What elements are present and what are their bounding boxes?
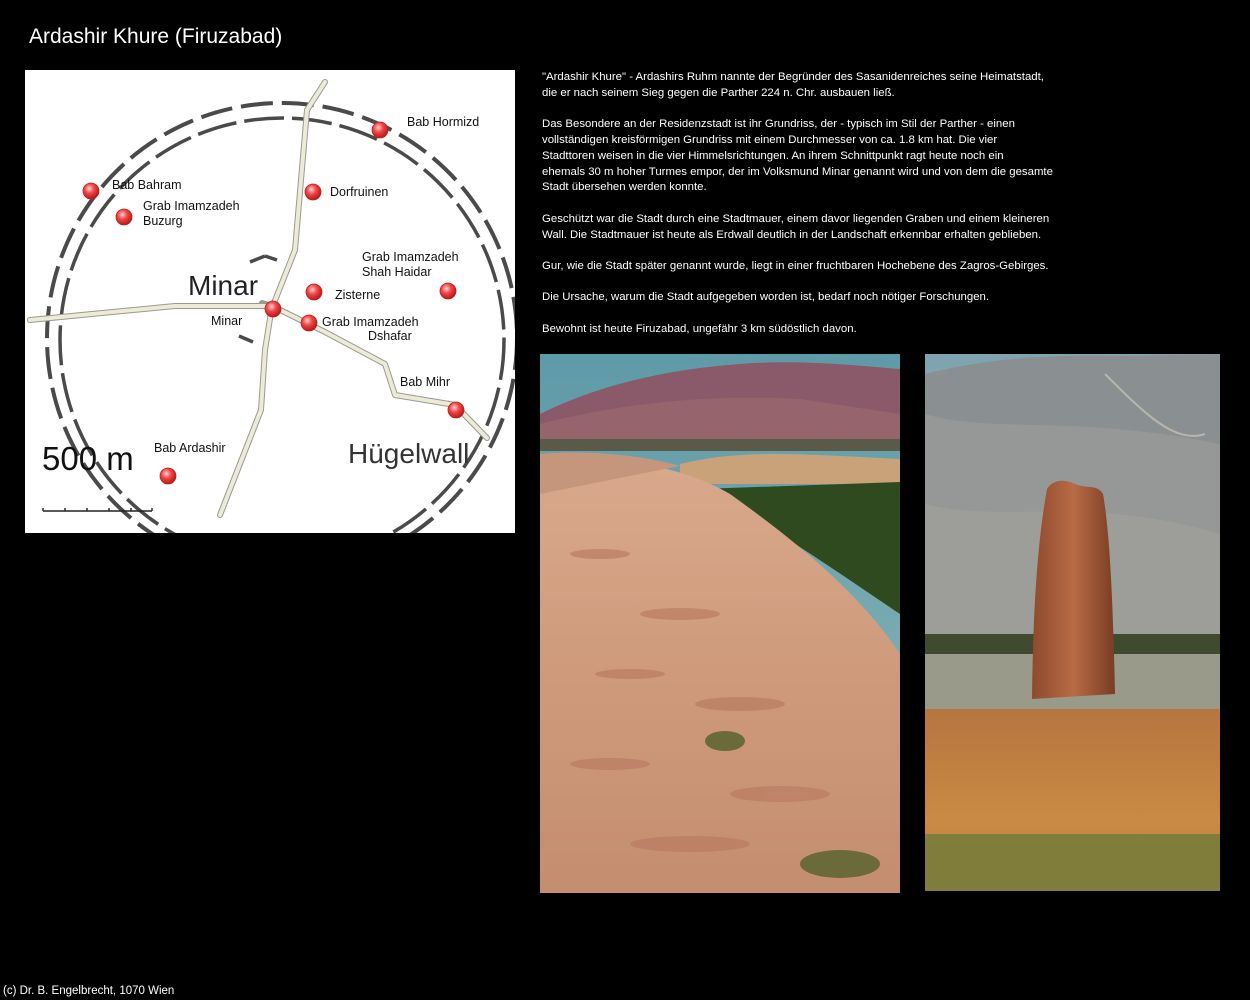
paragraph-5: Die Ursache, warum die Stadt aufgegeben worden ist, bedarf noch nötiger Forschungen.: [542, 291, 990, 304]
marker-bab-ardashir: [160, 468, 176, 484]
label-grab-shah-line1: Grab Imamzadeh: [362, 250, 459, 264]
marker-zisterne: [306, 284, 322, 300]
photo-minar-tower: [925, 354, 1220, 891]
label-grab-dshafar-line1: Grab Imamzadeh: [322, 315, 419, 329]
marker-bab-hormizd: [372, 122, 388, 138]
label-zisterne: Zisterne: [335, 288, 381, 302]
paragraph-4: Gur, wie die Stadt später genannt wurde, liegt in einer fruchtbaren Hochebene des Zagros-Gebirges.: [542, 259, 1049, 272]
marker-grab-buzurg: [116, 209, 132, 225]
label-dorfruinen: Dorfruinen: [330, 185, 389, 199]
photo-earth-wall: [540, 354, 900, 893]
page-title: Ardashir Khure (Firuzabad): [29, 25, 283, 48]
marker-minar: [265, 301, 281, 317]
label-grab-shah-line2: Shah Haidar: [362, 265, 432, 279]
paragraph-2: Das Besondere an der Residenzstadt ist ihr Grundriss, der - typisch im Stil der Parther - einen vollständigen kreisförmigen Grundriss mit einem Durchmesser von ca. 1.8 km hat. Die vier Stadttoren weisen in die vier Himmelsrichtungen. An ihrem Schnittpunkt ragt heute noch ein ehemals 30 m hoher Turmes empor, der im Volksmund Minar genannt wird und von dem die gesamte Stadt übersehen werden konnte.: [542, 118, 1053, 194]
copyright-footer: (c) Dr. B. Engelbrecht, 1070 Wien: [3, 985, 175, 997]
label-bab-bahram: Bab Bahram: [112, 178, 182, 192]
label-bab-hormizd: Bab Hormizd: [407, 115, 480, 129]
label-minar-large: Minar: [188, 270, 259, 301]
label-scale: 500 m: [42, 440, 134, 477]
paragraph-1: "Ardashir Khure" - Ardashirs Ruhm nannte der Begründer des Sasanidenreiches seine Heimatstadt, die er nach seinem Sieg gegen die Parther 224 n. Chr. ausbauen ließ.: [542, 71, 1044, 99]
label-minar-small: Minar: [211, 314, 243, 328]
label-bab-mihr: Bab Mihr: [400, 375, 451, 389]
marker-grab-dshafar: [301, 315, 317, 331]
paragraph-3: Geschützt war die Stadt durch eine Stadtmauer, einem davor liegenden Graben und einem kleineren Wall. Die Stadtmauer ist heute als Erdwall deutlich in der Landschaft erkennbar erhalten geblieben.: [542, 212, 1050, 241]
label-grab-buzurg-line1: Grab Imamzadeh: [143, 199, 240, 213]
marker-dorfruinen: [305, 184, 321, 200]
marker-bab-mihr: [448, 402, 464, 418]
paragraph-6: Bewohnt ist heute Firuzabad, ungefähr 3 km südöstlich davon.: [542, 322, 857, 335]
label-bab-ardashir: Bab Ardashir: [154, 441, 226, 455]
description-text: [542, 70, 1102, 353]
marker-grab-shah-haidar: [440, 283, 456, 299]
label-grab-dshafar-line2: Dshafar: [368, 329, 412, 343]
map-markers: [83, 122, 464, 484]
label-huegelwall: Hügelwall: [348, 438, 470, 469]
marker-bab-bahram: [83, 183, 99, 199]
label-grab-buzurg-line2: Buzurg: [143, 214, 183, 228]
city-plan-map: [25, 70, 515, 533]
